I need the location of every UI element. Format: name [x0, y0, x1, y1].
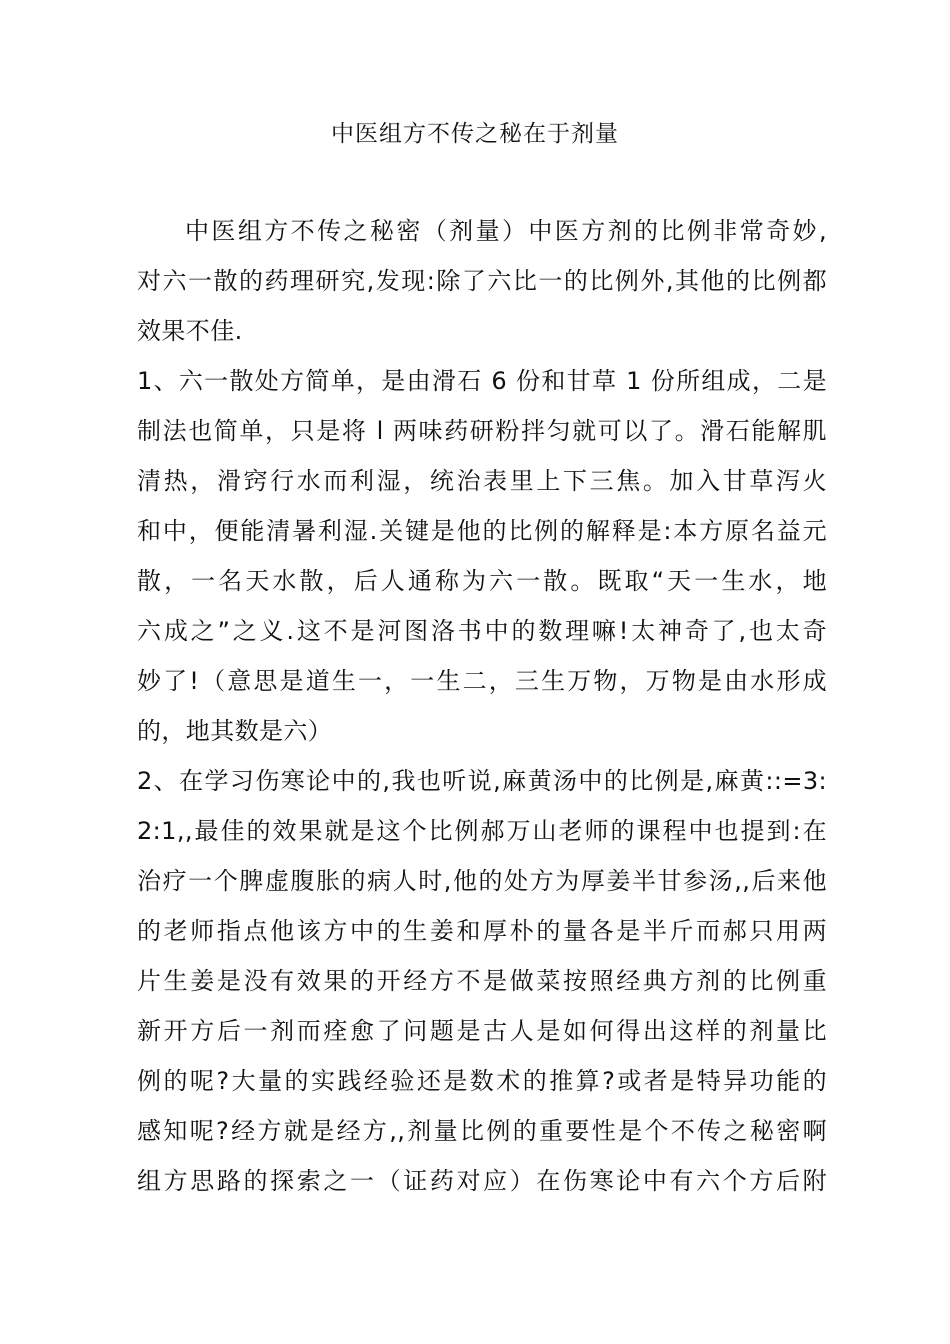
document-title: 中医组方不传之秘在于剂量 — [331, 121, 619, 147]
paragraph-line: 清热，滑窍行水而利湿，统治表里上下三焦。加入甘草泻火 — [137, 467, 827, 495]
paragraph-line: 片生姜是没有效果的开经方不是做菜按照经典方剂的比例重 — [137, 967, 827, 995]
paragraph-line: 妙了!（意思是道生一，一生二，三生万物，万物是由水形成 — [137, 667, 827, 695]
paragraph-line: 2:1,,最佳的效果就是这个比例郝万山老师的课程中也提到:在 — [137, 817, 827, 845]
paragraph-line: 六成之”之义.这不是河图洛书中的数理嘛!太神奇了,也太奇 — [137, 617, 827, 645]
document-body — [137, 206, 827, 1206]
paragraph-line: 散，一名天水散，后人通称为六一散。既取“天一生水，地 — [137, 567, 827, 595]
paragraph-line: 制法也简单，只是将 l 两味药研粉拌匀就可以了。滑石能解肌 — [137, 417, 827, 445]
paragraph-line: 治疗一个脾虚腹胀的病人时,他的处方为厚姜半甘参汤,,后来他 — [137, 867, 827, 895]
paragraph-line: 的，地其数是六） — [137, 717, 333, 745]
paragraph-line: 例的呢?大量的实践经验还是数术的推算?或者是特异功能的 — [137, 1067, 827, 1095]
paragraph-line: 的老师指点他该方中的生姜和厚朴的量各是半斤而郝只用两 — [137, 917, 827, 945]
paragraph-line: 新开方后一剂而痊愈了问题是古人是如何得出这样的剂量比 — [137, 1017, 827, 1045]
paragraph-line: 中医组方不传之秘密（剂量）中医方剂的比例非常奇妙, — [185, 217, 827, 245]
paragraph-line: 对六一散的药理研究,发现:除了六比一的比例外,其他的比例都 — [137, 267, 827, 295]
paragraph-line: 2、在学习伤寒论中的,我也听说,麻黄汤中的比例是,麻黄::=3: — [137, 767, 827, 795]
paragraph-line: 1、六一散处方简单，是由滑石 6 份和甘草 1 份所组成，二是 — [137, 367, 827, 395]
paragraph-line: 和中，便能清暑利湿.关键是他的比例的解释是:本方原名益元 — [137, 517, 827, 545]
paragraph-line: 组方思路的探索之一（证药对应）在伤寒论中有六个方后附 — [137, 1167, 827, 1195]
paragraph-line: 效果不佳. — [137, 317, 243, 345]
paragraph-line: 感知呢?经方就是经方,,剂量比例的重要性是个不传之秘密啊 — [137, 1117, 827, 1145]
